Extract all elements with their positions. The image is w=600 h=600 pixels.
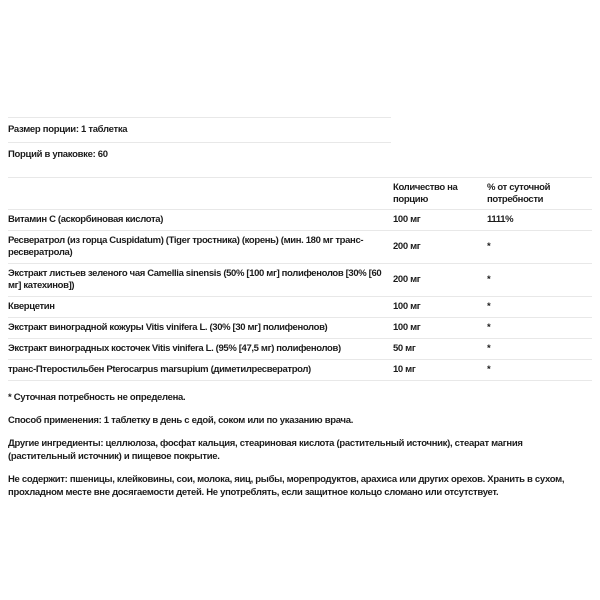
daily-value: *	[487, 343, 491, 354]
daily-value: *	[487, 322, 491, 333]
daily-value: *	[487, 364, 491, 375]
ingredient-name: Витамин C (аскорбиновая кислота)	[8, 214, 164, 225]
daily-value: 1111%	[487, 214, 514, 225]
table-row	[8, 297, 592, 318]
daily-value: *	[487, 301, 491, 312]
header-amount-per-serving: Количество на порцию	[393, 182, 458, 205]
table-row	[8, 264, 592, 297]
header-daily-value: % от суточной потребности	[487, 182, 551, 205]
ingredient-name: Экстракт виноградной кожуры Vitis vinifera L. (30% [30 мг] полифенолов)	[8, 322, 328, 333]
supplement-facts-panel	[8, 117, 592, 499]
serving-size-row: Размер порции: 1 таблетка	[8, 117, 391, 142]
directions-text: Способ применения: 1 таблетку в день с едой, соком или по указанию врача.	[8, 415, 354, 426]
amount-value: 100 мг	[393, 214, 421, 225]
daily-value: *	[487, 241, 491, 252]
amount-value: 200 мг	[393, 274, 421, 285]
table-row	[8, 231, 592, 264]
amount-value: 50 мг	[393, 343, 416, 354]
amount-value: 10 мг	[393, 364, 416, 375]
table-row	[8, 210, 592, 231]
ingredient-name: Экстракт листьев зеленого чая Camellia sinensis (50% [100 мг] полифенолов [30% [60 мг] катехинов])	[8, 268, 382, 291]
table-row	[8, 318, 592, 339]
daily-value: *	[487, 274, 491, 285]
servings-per-container-row: Порций в упаковке: 60	[8, 142, 391, 167]
supplement-facts-table	[8, 177, 592, 381]
ingredient-name: Ресвератрол (из горца Cuspidatum) (Tiger тростника) (корень) (мин. 180 мг транс-ресвератрола)	[8, 235, 364, 258]
daily-value-footnote: * Суточная потребность не определена.	[8, 392, 186, 403]
allergen-warning-text: Не содержит: пшеницы, клейковины, сои, молока, яиц, рыбы, морепродуктов, арахиса или других орехов. Хранить в сухом, прохладном месте вне досягаемости детей. Не употреблять, если защитное кольцо сломано или отсутствует.	[8, 474, 565, 498]
amount-value: 200 мг	[393, 241, 421, 252]
table-header-row	[8, 178, 592, 210]
table-row	[8, 339, 592, 360]
other-ingredients-text: Другие ингредиенты: целлюлоза, фосфат кальция, стеариновая кислота (растительный источник), стеарат магния (растительный источник) и пищевое покрытие.	[8, 438, 523, 462]
ingredient-name: Кверцетин	[8, 301, 55, 312]
ingredient-name: Экстракт виноградных косточек Vitis vinifera L. (95% [47,5 мг) полифенолов)	[8, 343, 341, 354]
amount-value: 100 мг	[393, 322, 421, 333]
amount-value: 100 мг	[393, 301, 421, 312]
table-row	[8, 360, 592, 381]
ingredient-name: транс-Птеростильбен Pterocarpus marsupium (диметилресвератрол)	[8, 364, 311, 375]
